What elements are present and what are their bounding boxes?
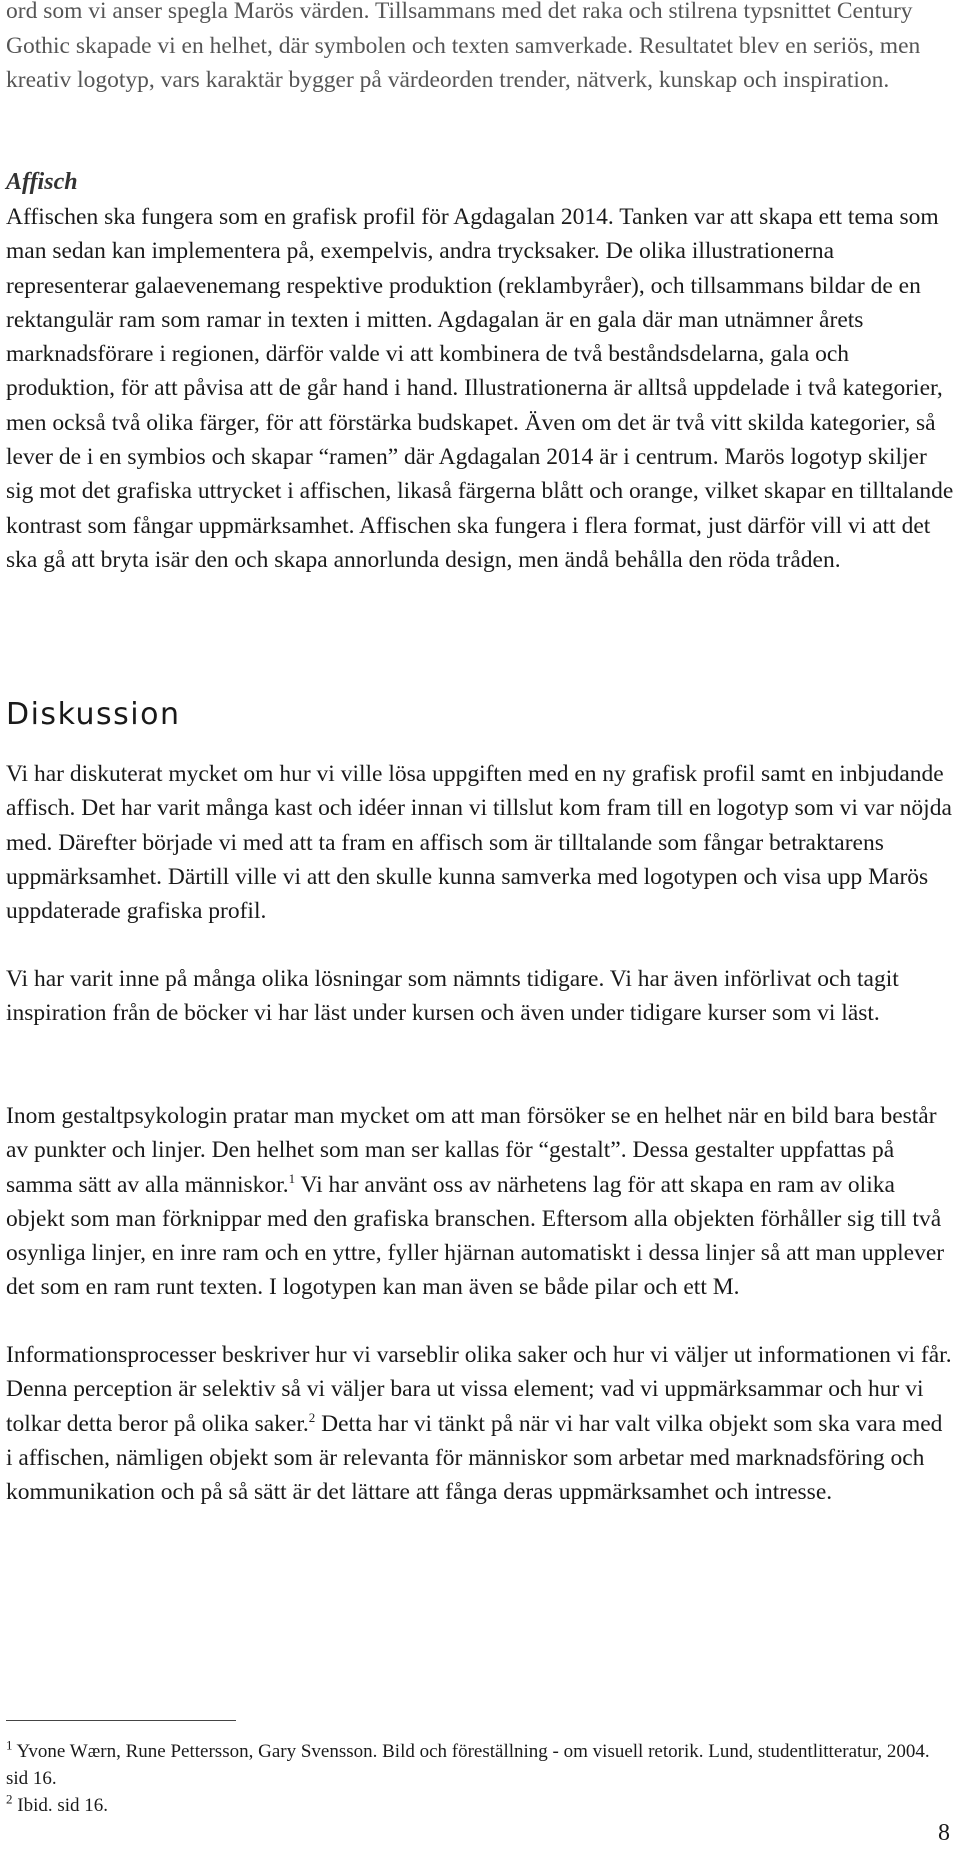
paragraph-text: Inom gestaltpsykologin pratar man mycket om att man försöker se en helhet när en bild bara består av punkter och linjer. Den helhet som man ser kallas för “gestalt”. Dessa gestalter uppfattas på samma sätt av alla människor. — [6, 1103, 937, 1198]
page-number: 8 — [938, 1820, 950, 1846]
footnote-text: Ibid. sid 16. — [12, 1795, 109, 1816]
footnote-reference[interactable]: 2 — [308, 1409, 316, 1425]
diskussion-heading: Diskussion — [6, 697, 181, 732]
diskussion-paragraph-4 — [6, 1338, 954, 1509]
diskussion-paragraph-2: Vi har varit inne på många olika lösningar som nämnts tidigare. Vi har även införlivat och tagit inspiration från de böcker vi har läst under kursen och även under tidigare kurser som vi läst. — [6, 966, 899, 1027]
paragraph-text: Informationsprocesser beskriver hur vi varseblir olika saker och hur vi väljer ut informationen vi får. Denna perception är selektiv så vi väljer bara ut vissa element; vad vi uppmärksammar och hur vi tolkar detta beror på olika saker. — [6, 1342, 952, 1437]
footnote-2 — [6, 1792, 946, 1819]
paragraph-text: Vi har använt oss av närhetens lag för att skapa en ram av olika objekt som man förknippar med den grafiska branschen. Eftersom alla objekten förhåller sig till två osynliga linjer, en inre ram och en yttre, fyller hjärnan automatiskt i dessa linjer så att man upplever det som en ram runt texten. I logotypen kan man även se både pilar och ett M. — [6, 1171, 945, 1301]
footnote-text: Yvone Wærn, Rune Pettersson, Gary Svensson. Bild och föreställning - om visuell retorik. Lund, studentlitteratur, 2004. sid 16. — [6, 1741, 930, 1789]
footnote-divider — [6, 1720, 236, 1721]
diskussion-paragraph-1: Vi har diskuterat mycket om hur vi ville lösa uppgiften med en ny grafisk profil samt en inbjudande affisch. Det har varit många kast och idéer innan vi tillslut kom fram till en logotyp som vi var nöjda med. Därefter började vi med att ta fram en affisch som är tilltalande som fångar betraktarens uppmärksamhet. Därtill ville vi att den skulle kunna samverka med logotypen och visa upp Marös uppdaterade grafiska profil. — [6, 761, 952, 925]
affisch-subheading: Affisch — [6, 169, 78, 195]
affisch-paragraph: Affischen ska fungera som en grafisk profil för Agdagalan 2014. Tanken var att skapa ett tema som man sedan kan implementera på, exempelvis, andra trycksaker. De olika illustrationerna representerar galaevenemang respektive produktion (reklambyråer), och tillsammans bildar de en rektangulär ram som ramar in texten i mitten. Agdagalan är en gala där man utnämner årets marknadsförare i regionen, därför valde vi att kombinera de två beståndsdelarna, gala och produktion, för att påvisa att de går hand i hand. Illustrationerna är alltså uppdelade i två kategorier, men också två olika färger, för att förstärka budskapet. Även om det är två vitt skilda kategorier, så lever de i en symbios och skapar “ramen” där Agdagalan 2014 är i centrum. Marös logotyp skiljer sig mot det grafiska uttrycket i affischen, likaså färgerna blått och orange, vilket skapar en tilltalande kontrast som fångar uppmärksamhet. Affischen ska fungera i flera format, just därför vill vi att det ska gå att bryta isär den och skapa annorlunda design, men ändå behålla den röda tråden. — [6, 204, 954, 573]
diskussion-paragraph-3 — [6, 1099, 954, 1305]
footnote-number: 1 — [6, 1737, 13, 1753]
footnote-number: 2 — [6, 1791, 13, 1807]
paragraph-text: Detta har vi tänkt på när vi har valt vilka objekt som ska vara med i affischen, nämligen objekt som är relevanta för människor som arbetar med marknadsföring och kommunikation och på så sätt är det lättare att fånga deras uppmärksamhet och intresse. — [6, 1410, 943, 1506]
intro-paragraph: ord som vi anser spegla Marös värden. Tillsammans med det raka och stilrena typsnittet Century Gothic skapade vi en helhet, där symbolen och texten samverkade. Resultatet blev en seriös, men kreativ logotyp, vars karaktär bygger på värdeorden trender, nätverk, kunskap och inspiration. — [6, 0, 921, 93]
footnote-reference[interactable]: 1 — [288, 1170, 296, 1186]
footnote-1 — [6, 1738, 946, 1792]
